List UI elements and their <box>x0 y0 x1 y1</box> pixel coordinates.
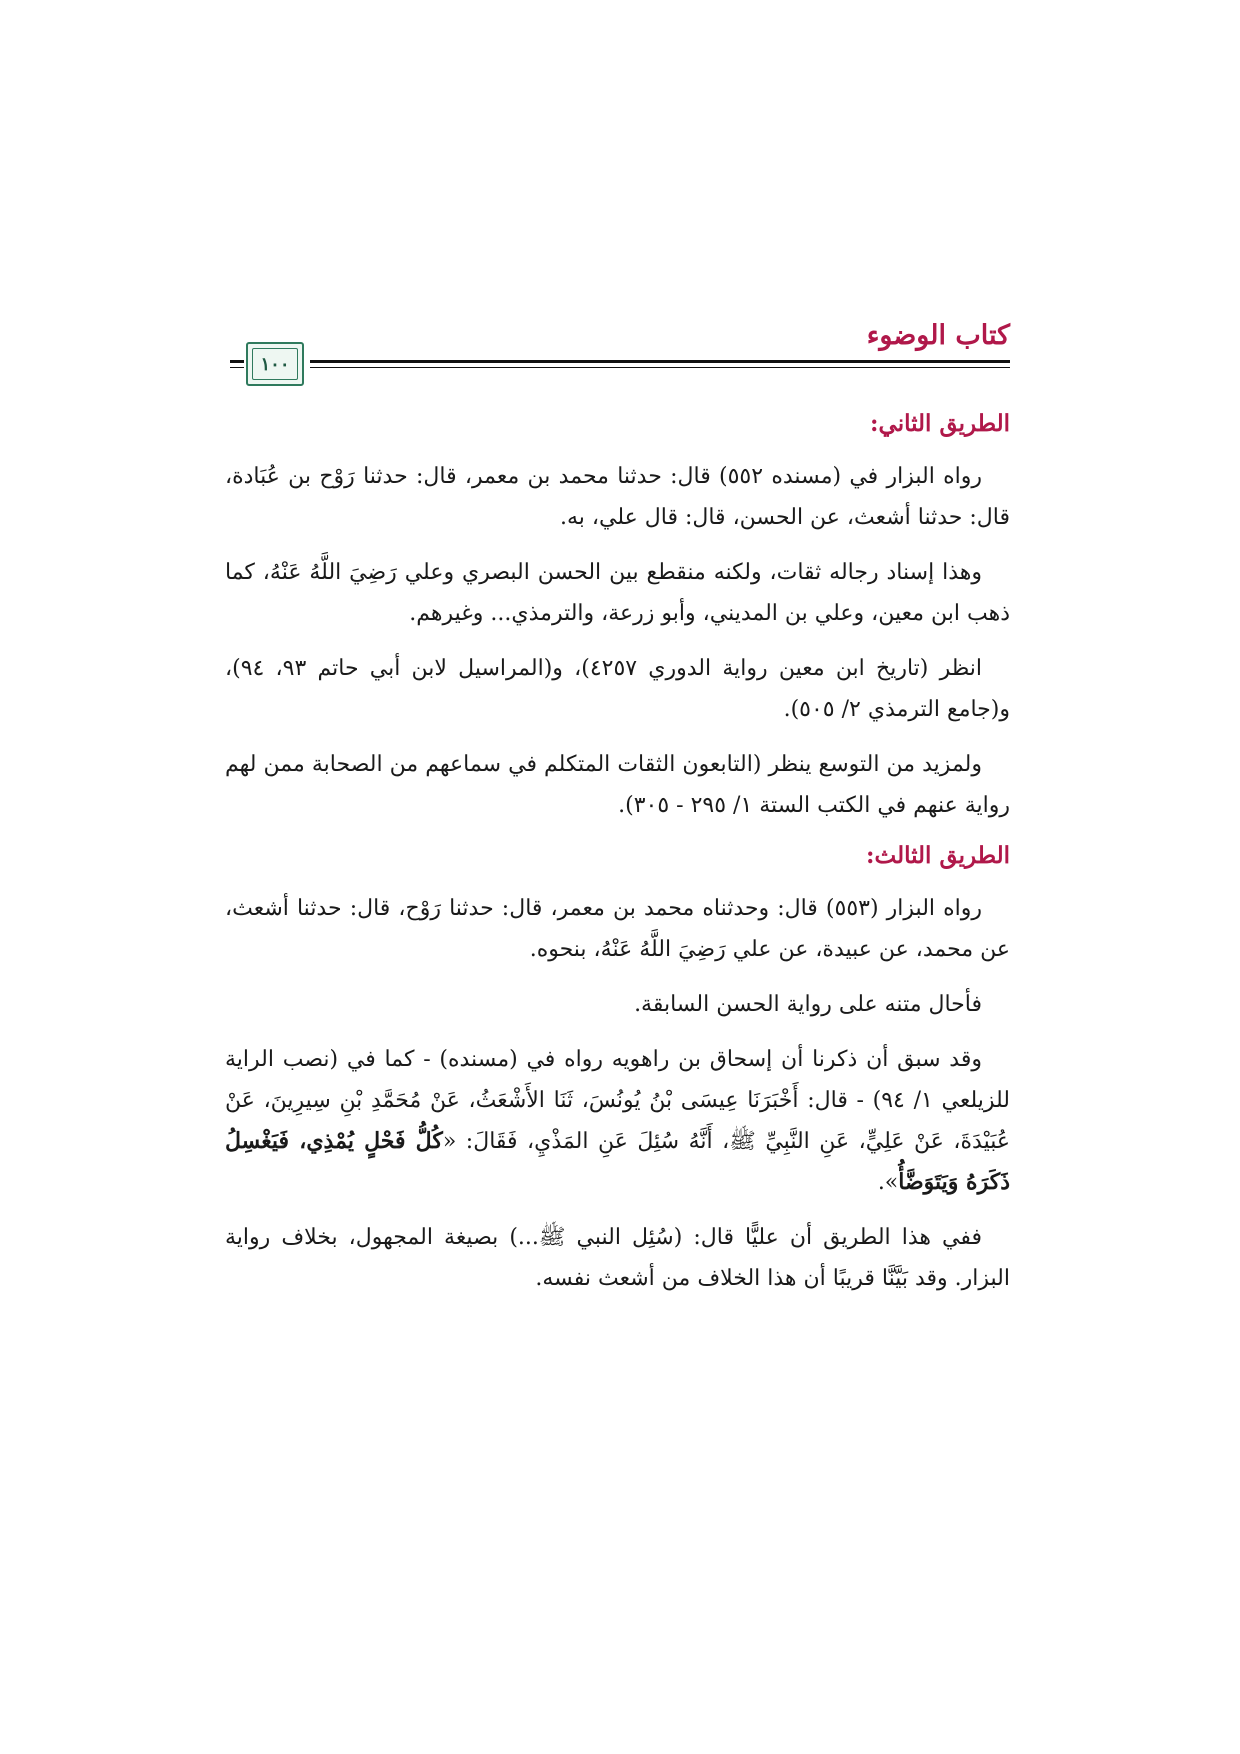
page-number-ornament <box>246 342 304 386</box>
paragraph: رواه البزار في (مسنده ٥٥٢) قال: حدثنا محمد بن معمر، قال: حدثنا رَوْح بن عُبَادة، قال: حدثنا أشعث، عن الحسن، قال: قال علي، به. <box>225 464 1010 531</box>
hadith-text: كُلُّ فَحْلٍ يُمْذِي، فَيَغْسِلُ ذَكَرَهُ وَيَتَوَضَّأُ <box>225 1128 1010 1196</box>
page-number: ١٠٠ <box>252 348 298 380</box>
paragraph: ففي هذا الطريق أن عليًّا قال: (سُئِل النبي ﷺ...) بصيغة المجهول، بخلاف رواية البزار. وقد بَيَّنَّا قريبًا أن هذا الخلاف من أشعث نفسه. <box>225 1225 1010 1292</box>
header-rule-left-thick <box>230 360 244 363</box>
header-rule-left-thin <box>230 367 244 368</box>
paragraph: ولمزيد من التوسع ينظر (التابعون الثقات المتكلم في سماعهم من الصحابة ممن لهم رواية عنهم في الكتب الستة ١/ ٢٩٥ - ٣٠٥). <box>225 752 1010 819</box>
paragraph: انظر (تاريخ ابن معين رواية الدوري ٤٢٥٧)، و(المراسيل لابن أبي حاتم ٩٣، ٩٤)، و(جامع الترمذي ٢/ ٥٠٥). <box>225 656 1010 723</box>
section-heading-third-path: الطريق الثالث: <box>866 842 1010 870</box>
header-rule-thick <box>310 360 1010 363</box>
section-heading-second-path: الطريق الثاني: <box>870 410 1010 437</box>
hadith-intro: وقد سبق أن ذكرنا أن إسحاق بن راهويه رواه في (مسنده) - كما في (نصب الراية للزيلعي ١/ ٩٤) - قال: أَخْبَرَنَا عِيسَى بْنُ يُونُسَ، ثَنَا الأَشْعَثُ، عَنْ مُحَمَّدِ بْنِ سِيرِينَ، عَنْ عُبَيْدَةَ، عَنْ عَلِيٍّ، عَنِ النَّبِيِّ ﷺ، أَنَّهُ سُئِلَ عَنِ المَذْيِ، فَقَالَ: « <box>225 1047 1011 1155</box>
paragraph: رواه البزار (٥٥٣) قال: وحدثناه محمد بن معمر، قال: حدثنا رَوْح، قال: حدثنا أشعث، عن محمد، عن عبيدة، عن علي رَضِيَ اللَّهُ عَنْهُ، بنحوه. <box>225 896 1010 963</box>
hadith-close: ». <box>877 1170 899 1196</box>
main-content <box>225 408 1010 1313</box>
page-header <box>230 310 1010 390</box>
book-title: كتاب الوضوء <box>866 320 1010 351</box>
paragraph: فأحال متنه على رواية الحسن السابقة. <box>634 992 982 1018</box>
header-rule-thin <box>310 367 1010 368</box>
paragraph-with-hadith <box>225 1039 1010 1203</box>
paragraph: وهذا إسناد رجاله ثقات، ولكنه منقطع بين الحسن البصري وعلي رَضِيَ اللَّهُ عَنْهُ، كما ذهب ابن معين، وعلي بن المديني، وأبو زرعة، والترمذي... وغيرهم. <box>225 560 1010 627</box>
